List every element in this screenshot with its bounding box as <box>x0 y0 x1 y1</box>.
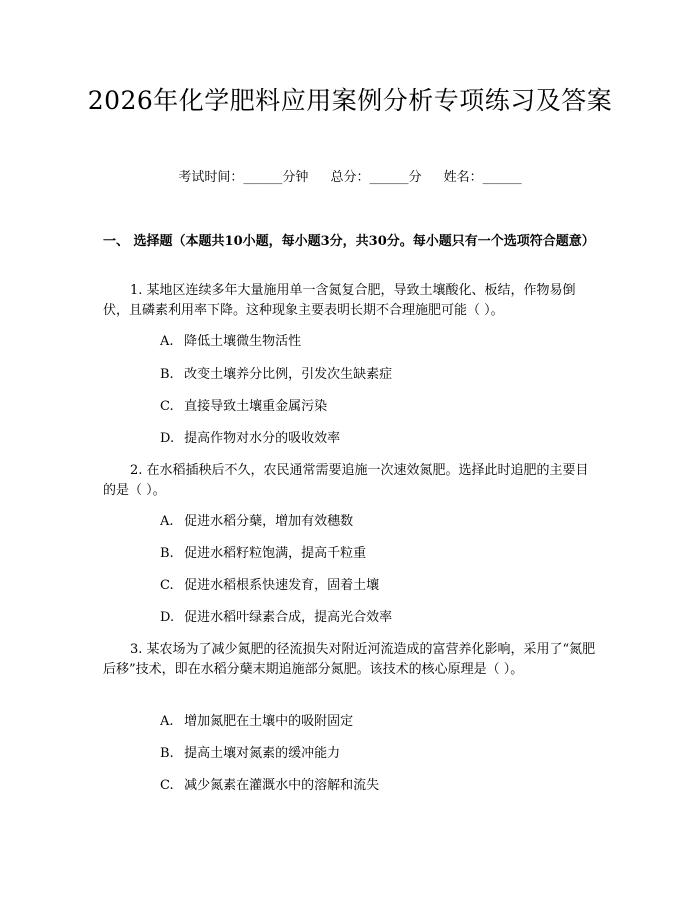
option-key: A. <box>160 514 174 529</box>
option-key: C. <box>160 399 174 414</box>
option-text: 提高作物对水分的吸收效率 <box>184 431 341 446</box>
option-key: B. <box>160 367 174 382</box>
option-text: 促进水稻籽粒饱满，提高千粒重 <box>184 546 367 561</box>
question-stem: 1. 某地区连续多年大量施用单一含氮复合肥，导致土壤酸化、板结，作物易倒伏，且磷素利用率下降。这种现象主要表明长期不合理施肥可能（ ）。 <box>103 283 576 318</box>
section-heading: 一、 选择题（本题共10小题，每小题3分，共30分。每小题只有一个选项符合题意） <box>103 234 595 249</box>
option-key: D. <box>160 610 175 625</box>
option-text: 直接导致土壤重金属污染 <box>184 399 328 414</box>
total-score: 总分：______分 <box>330 170 422 185</box>
option-key: B. <box>160 746 174 761</box>
student-name: 姓名：______ <box>443 170 522 185</box>
question-stem: 2. 在水稻插秧后不久，农民通常需要追施一次速效氮肥。选择此时追肥的主要目的是（ ）。 <box>103 463 589 498</box>
option-key: C. <box>160 778 174 793</box>
option <box>160 430 340 448</box>
option <box>160 513 353 531</box>
option-text: 增加氮肥在土壤中的吸附固定 <box>184 714 354 729</box>
option-key: C. <box>160 578 174 593</box>
exam-time: 考试时间：______分钟 <box>178 170 309 185</box>
option <box>160 777 379 795</box>
option-key: D. <box>160 431 175 446</box>
option <box>160 577 379 595</box>
option <box>160 713 353 731</box>
option-text: 促进水稻叶绿素合成，提高光合效率 <box>184 610 393 625</box>
option-text: 促进水稻根系快速发育，固着土壤 <box>184 578 380 593</box>
question-stem: 3. 某农场为了减少氮肥的径流损失对附近河流造成的富营养化影响，采用了“氮肥后移”技术，即在水稻分蘖末期追施部分氮肥。该技术的核心原理是（ ）。 <box>103 642 596 677</box>
option-key: A. <box>160 334 174 349</box>
option-key: A. <box>160 714 174 729</box>
option-text: 提高土壤对氮素的缓冲能力 <box>184 746 341 761</box>
option <box>160 398 327 416</box>
option-text: 降低土壤微生物活性 <box>184 334 302 349</box>
option <box>160 745 340 763</box>
option <box>160 333 301 351</box>
option-text: 减少氮素在灌溉水中的溶解和流失 <box>184 778 380 793</box>
option-key: B. <box>160 546 174 561</box>
document-title: 2026年化学肥料应用案例分析专项练习及答案 <box>87 86 613 115</box>
option-text: 促进水稻分蘖，增加有效穗数 <box>184 514 354 529</box>
option <box>160 609 392 627</box>
exam-meta <box>0 169 700 187</box>
option-text: 改变土壤养分比例，引发次生缺素症 <box>184 367 393 382</box>
option <box>160 366 392 384</box>
option <box>160 545 366 563</box>
